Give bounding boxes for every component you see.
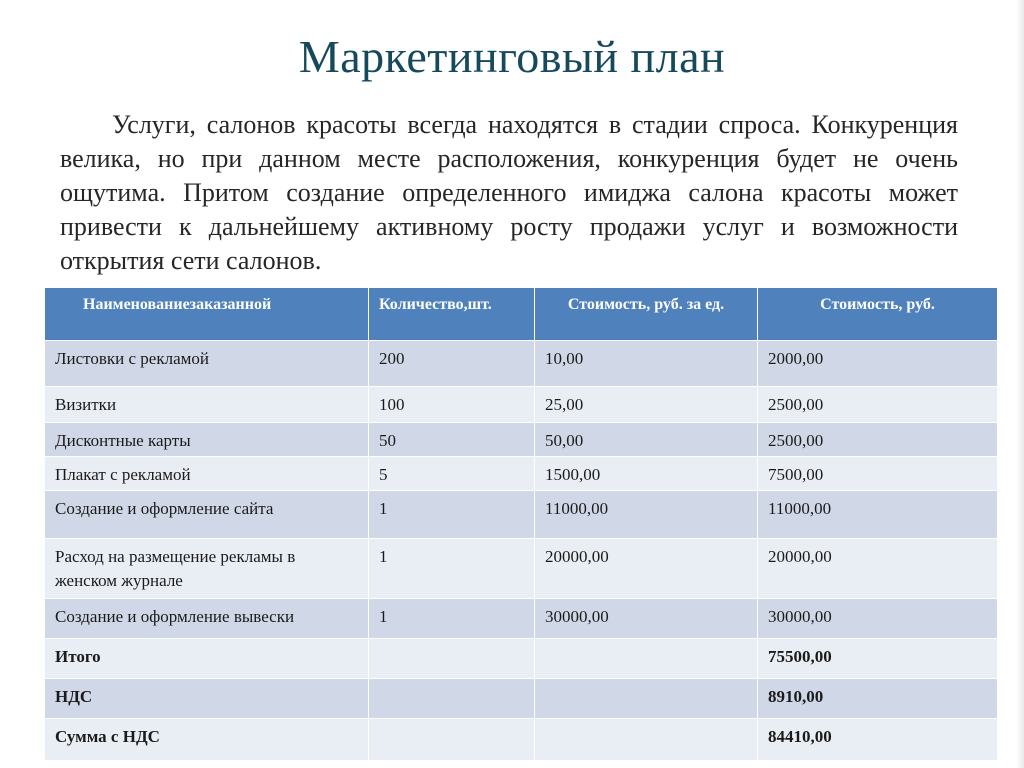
quantity-cell	[369, 719, 535, 761]
marketing-costs-table	[44, 287, 998, 761]
unit-price-cell: 1500,00	[535, 457, 758, 491]
unit-price-cell: 30000,00	[535, 599, 758, 639]
quantity-cell	[369, 639, 535, 679]
quantity-cell: 1	[369, 539, 535, 599]
item-name-cell: Визитки	[45, 387, 369, 423]
total-price-cell: 11000,00	[758, 491, 998, 539]
item-name-cell: Плакат с рекламой	[45, 457, 369, 491]
quantity-cell: 100	[369, 387, 535, 423]
table-row	[45, 599, 998, 639]
total-price-cell: 2500,00	[758, 387, 998, 423]
table-header-row	[45, 288, 998, 341]
table-row-total	[45, 639, 998, 679]
total-price-cell: 84410,00	[758, 719, 998, 761]
table-row	[45, 457, 998, 491]
quantity-cell: 1	[369, 599, 535, 639]
quantity-cell: 1	[369, 491, 535, 539]
table-row	[45, 539, 998, 599]
table-row	[45, 341, 998, 387]
unit-price-cell	[535, 719, 758, 761]
quantity-cell: 50	[369, 423, 535, 457]
quantity-cell	[369, 679, 535, 719]
item-name-cell: Итого	[45, 639, 369, 679]
total-price-cell: 20000,00	[758, 539, 998, 599]
item-name-cell: НДС	[45, 679, 369, 719]
unit-price-cell: 50,00	[535, 423, 758, 457]
intro-paragraph: Услуги, салонов красоты всегда находятся в стадии спроса. Конкуренция велика, но при данном месте расположения, конкуренция будет не очень ощутима. Притом создание определенного имиджа салона красоты может привести к дальнейшему активному росту продажи услуг и возможности открытия сети салонов.	[60, 110, 958, 275]
slide-edge-shadow	[1016, 0, 1024, 768]
total-price-cell: 30000,00	[758, 599, 998, 639]
item-name-cell: Расход на размещение рекламы в женском журнале	[45, 539, 369, 599]
total-price-cell: 2000,00	[758, 341, 998, 387]
quantity-cell: 200	[369, 341, 535, 387]
column-header-name: Наименованиезаказанной	[45, 288, 369, 341]
table-row-total-with-vat	[45, 719, 998, 761]
slide-title: Маркетинговый план	[298, 31, 726, 82]
total-price-cell: 8910,00	[758, 679, 998, 719]
item-name-cell: Сумма с НДС	[45, 719, 369, 761]
item-name-cell: Листовки с рекламой	[45, 341, 369, 387]
table-row-vat	[45, 679, 998, 719]
unit-price-cell: 10,00	[535, 341, 758, 387]
column-header-quantity: Количество,шт.	[369, 288, 535, 341]
unit-price-cell: 11000,00	[535, 491, 758, 539]
unit-price-cell	[535, 639, 758, 679]
quantity-cell: 5	[369, 457, 535, 491]
table-row	[45, 423, 998, 457]
table-row	[45, 491, 998, 539]
item-name-cell: Создание и оформление вывески	[45, 599, 369, 639]
column-header-unit-price: Стоимость, руб. за ед.	[535, 288, 758, 341]
total-price-cell: 2500,00	[758, 423, 998, 457]
column-header-total-price: Стоимость, руб.	[758, 288, 998, 341]
unit-price-cell: 25,00	[535, 387, 758, 423]
item-name-cell: Дисконтные карты	[45, 423, 369, 457]
total-price-cell: 75500,00	[758, 639, 998, 679]
unit-price-cell	[535, 679, 758, 719]
unit-price-cell: 20000,00	[535, 539, 758, 599]
table-row	[45, 387, 998, 423]
item-name-cell: Создание и оформление сайта	[45, 491, 369, 539]
total-price-cell: 7500,00	[758, 457, 998, 491]
